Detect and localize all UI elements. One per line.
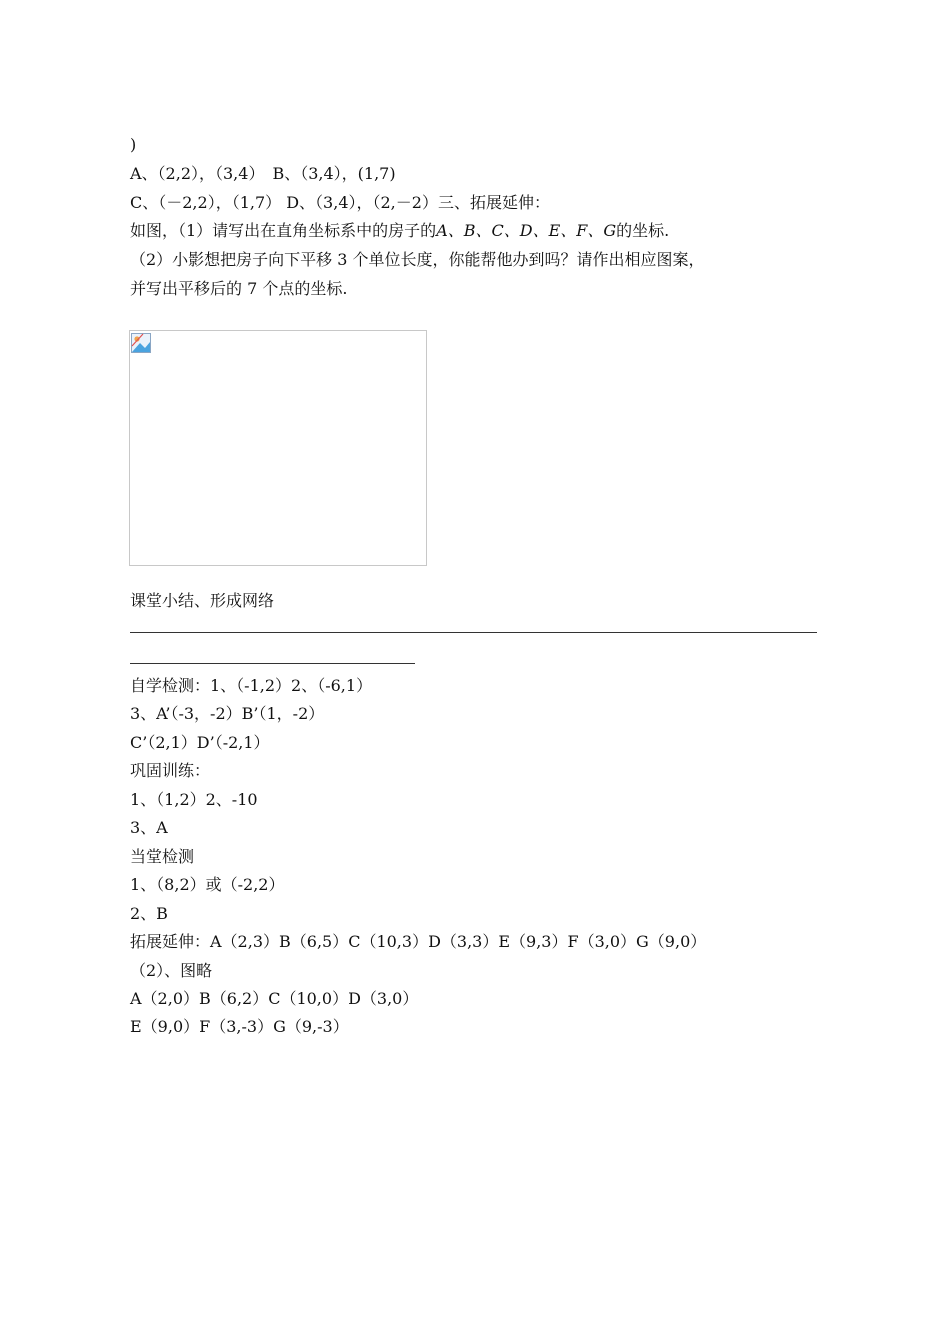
answer-line: 3、A’（-3，-2）B’（1，-2） — [130, 704, 325, 723]
option-cd-extension-heading: C、（－2,2），（1,7） D、（3,4），（2,－2）三、拓展延伸： — [130, 193, 550, 212]
answer-extension: 拓展延伸：A（2,3）B（6,5）C（10,3）D（3,3）E（9,3）F（3,0）G（9,0） — [130, 932, 707, 951]
summary-blank-line — [130, 632, 817, 633]
figure-placeholder — [129, 330, 427, 566]
text-line-paren: ) — [130, 135, 137, 154]
question-2-cont: 并写出平移后的 7 个点的坐标. — [130, 279, 348, 298]
question-1-tail: 的坐标. — [616, 221, 670, 240]
option-ab: A、（2,2），（3,4） B、（3,4），(1,7) — [130, 164, 396, 183]
summary-heading: 课堂小结、形成网络 — [130, 591, 275, 610]
answer-self-check: 自学检测：1、（-1,2）2、（-6,1） — [130, 676, 373, 695]
answer-line: A（2,0）B（6,2）C（10,0）D（3,0） — [130, 989, 419, 1008]
answer-line: 2、B — [130, 904, 168, 923]
answer-line: E（9,0）F（3,-3）G（9,-3） — [130, 1017, 349, 1036]
broken-image-icon — [131, 333, 151, 353]
question-1 — [130, 221, 669, 241]
point-letters: A、B、C、D、E、F、G — [436, 221, 617, 240]
answer-line: （2）、图略 — [130, 961, 213, 980]
question-2: （2）小影想把房子向下平移 3 个单位长度，你能帮他办到吗？请作出相应图案， — [130, 250, 705, 269]
question-1-text: 如图，（1）请写出在直角坐标系中的房子的 — [130, 221, 437, 240]
answer-heading: 当堂检测 — [130, 847, 195, 866]
answer-line: 1、（8,2）或（-2,2） — [130, 875, 285, 894]
answer-line: 3、A — [130, 818, 168, 837]
answer-heading: 巩固训练： — [130, 761, 211, 780]
answer-line: 1、（1,2）2、-10 — [130, 790, 258, 809]
answer-line: C’（2,1）D’（-2,1） — [130, 733, 270, 752]
summary-blank-line-short — [130, 663, 415, 664]
